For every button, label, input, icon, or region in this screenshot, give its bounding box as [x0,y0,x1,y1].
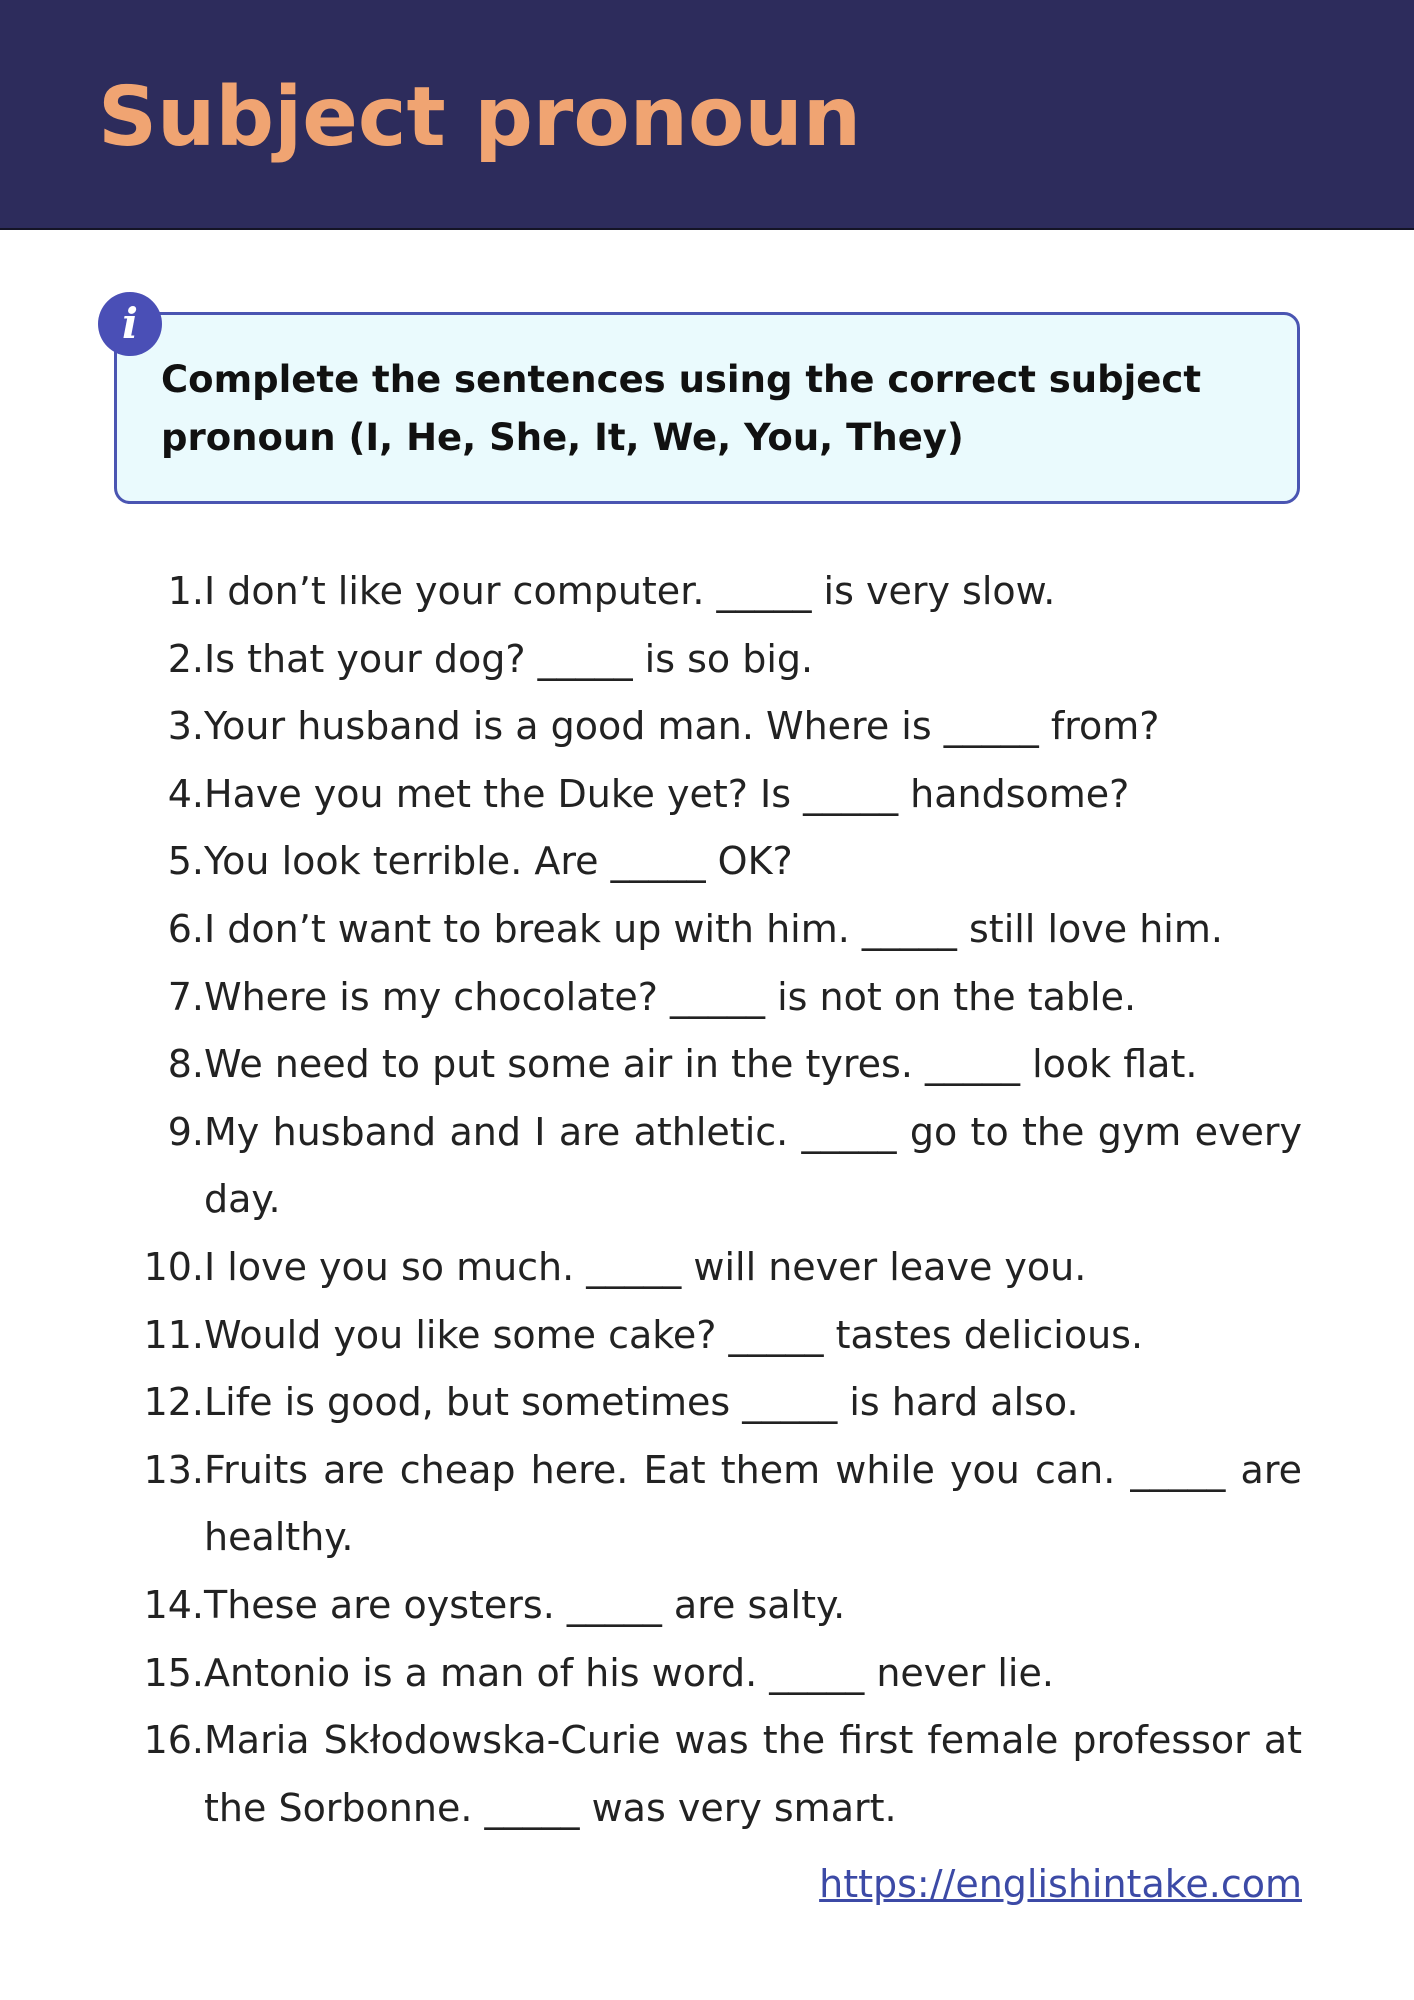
item-sentence: I love you so much. _____ will never leave you. [204,1244,1087,1289]
item-sentence: Where is my chocolate? _____ is not on the table. [204,974,1137,1019]
item-sentence: Would you like some cake? _____ tastes delicious. [204,1312,1144,1357]
item-sentence: I don’t like your computer. _____ is very slow. [204,569,1056,613]
exercise-item [140,1369,1302,1437]
item-number: 15. [143,1650,204,1695]
instruction-text: Complete the sentences using the correct subject pronoun (I, He, She, It, We, You, They) [161,358,1202,459]
item-number: 7. [167,974,204,1019]
item-sentence: Maria Skłodowska-Curie was the first female professor at the Sorbonne. _____ was very smart. [204,1718,1302,1830]
exercise-item [140,1031,1302,1099]
item-number: 9. [167,1109,204,1154]
source-link[interactable]: https://englishintake.com [819,1862,1302,1906]
item-number: 6. [167,906,204,951]
item-sentence: My husband and I are athletic. _____ go to the gym every day. [204,1109,1302,1222]
item-sentence: Antonio is a man of his word. _____ never lie. [204,1650,1054,1695]
exercise-item [140,1234,1302,1302]
page-title: Subject pronoun [98,70,862,165]
item-sentence: Have you met the Duke yet? Is _____ handsome? [204,771,1130,816]
item-number: 5. [167,839,204,884]
item-number: 10. [143,1244,204,1289]
item-sentence: We need to put some air in the tyres. _____ look flat. [204,1042,1198,1087]
item-sentence: These are oysters. _____ are salty. [204,1582,846,1627]
item-number: 13. [143,1447,204,1492]
exercise-item [140,1437,1302,1572]
exercise-item [140,964,1302,1032]
item-sentence: Fruits are cheap here. Eat them while you can. _____ are healthy. [204,1447,1302,1560]
exercise-item [140,896,1302,964]
exercise-item [140,1707,1302,1842]
exercise-item [140,761,1302,829]
item-number: 8. [167,1042,204,1087]
exercise-item [140,1572,1302,1640]
page-header [0,0,1414,230]
instruction-box [114,312,1300,504]
exercise-item [140,558,1302,626]
item-number: 12. [143,1380,204,1425]
item-sentence: I don’t want to break up with him. _____ still love him. [204,906,1223,951]
item-number: 14. [143,1582,204,1627]
item-sentence: Life is good, but sometimes _____ is hard also. [204,1380,1079,1425]
item-number: 11. [143,1312,204,1357]
exercise-item [140,828,1302,896]
item-number: 1. [167,569,204,613]
item-number: 3. [167,704,204,749]
info-icon: i [98,292,162,356]
exercise-item [140,1099,1302,1234]
exercise-item [140,693,1302,761]
item-sentence: You look terrible. Are _____ OK? [204,839,793,884]
item-number: 16. [143,1718,204,1763]
item-sentence: Your husband is a good man. Where is _____ from? [204,704,1160,749]
item-sentence: Is that your dog? _____ is so big. [204,636,814,681]
item-number: 2. [167,636,204,681]
item-number: 4. [167,771,204,816]
exercise-list [140,558,1302,1842]
exercise-item [140,626,1302,694]
exercise-item [140,1302,1302,1370]
exercise-item [140,1640,1302,1708]
